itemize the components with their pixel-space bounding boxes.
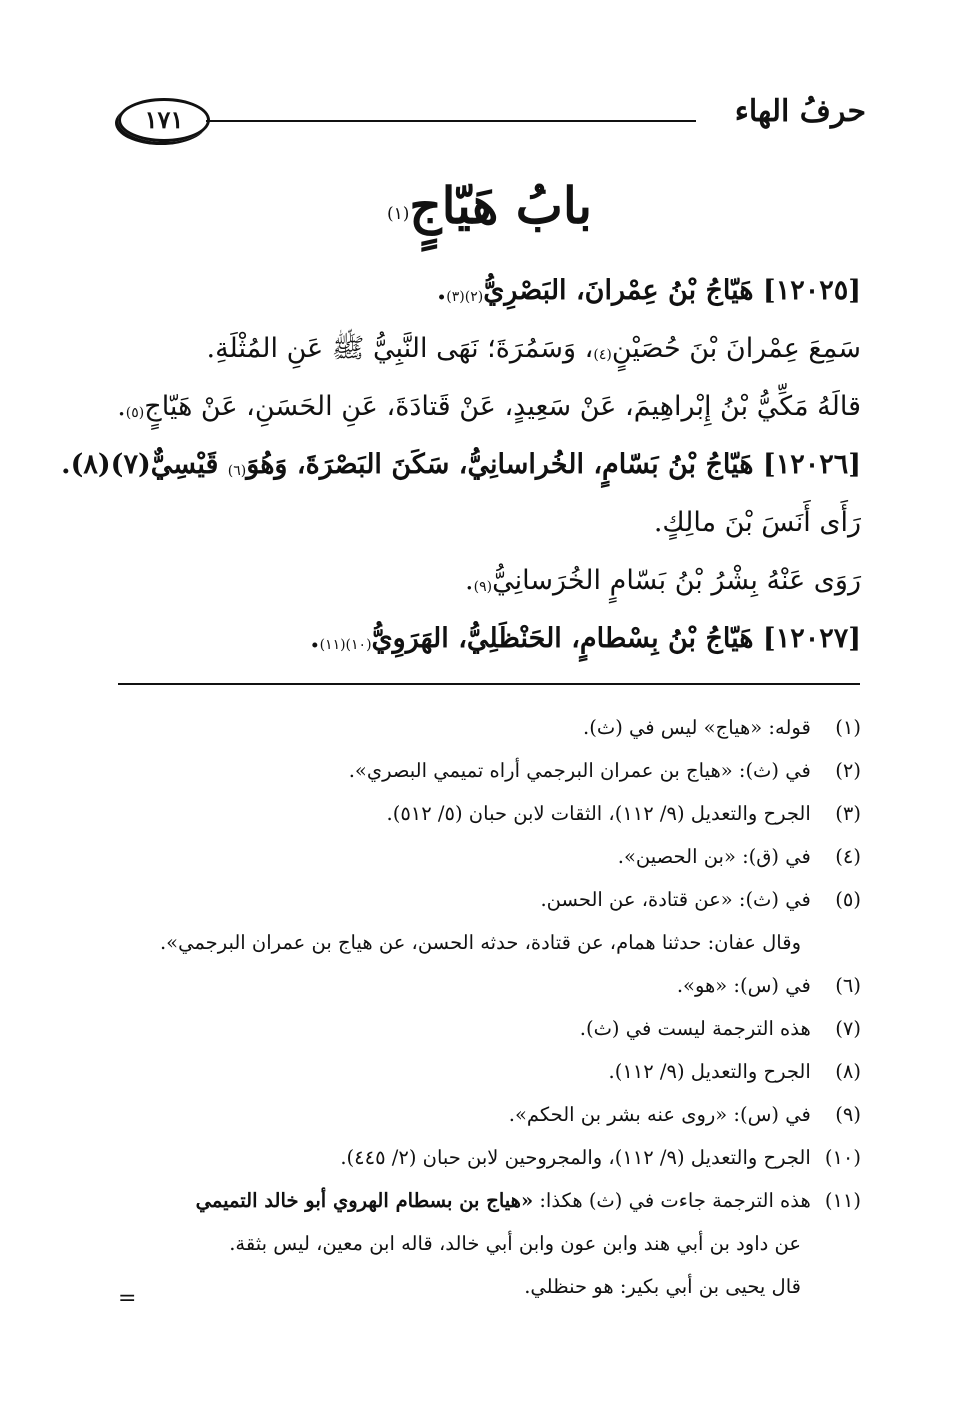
footnote-number: (٢) — [835, 759, 861, 782]
page-number: ١٧١ — [118, 98, 210, 142]
entry-line — [113, 610, 861, 668]
footnote-separator — [118, 683, 860, 685]
note-ref: (٦) — [227, 463, 247, 479]
page-header — [118, 92, 866, 148]
footnote — [113, 878, 861, 921]
footnote-text: في (ث): «عن قتادة، عن الحسن. — [540, 888, 811, 911]
footnote-text: الجرح والتعديل (٩/ ١١٢). — [608, 1060, 811, 1083]
footnote — [113, 749, 861, 792]
entry-end: . — [117, 391, 126, 422]
entry-text: رَوَى عَنْهُ بِشْرُ بْنُ بَسّامٍ الخُرَسانِيُّ — [492, 565, 861, 596]
footnote-number: (١١) — [824, 1189, 861, 1212]
entry-line — [113, 262, 861, 320]
entry-text: [١٢٠٢٧] هَيّاجُ بْنُ بِسْطامٍ، الحَنْظَلِيُّ، الهَرَوِيُّ — [371, 623, 861, 654]
footnote-text: الجرح والتعديل (٩/ ١١٢)، الثقات لابن حبان (٥/ ٥١٢). — [386, 802, 811, 825]
footnote-text: في (ق): «بن الحصين». — [617, 845, 811, 868]
footnote-text: في (ث): «هياج بن عمران البرجمي أراه تميمي البصري». — [348, 759, 811, 782]
footnote — [113, 1093, 861, 1136]
footnote-quote: «هياج بن بسطام الهروي أبو خالد التميمي — [195, 1189, 534, 1212]
entry-line — [113, 320, 861, 378]
entry-text: [١٢٠٢٥] هَيّاجُ بْنُ عِمْرانَ، البَصْرِيُّ — [483, 275, 861, 306]
entries — [61, 262, 861, 668]
continuation-mark: = — [118, 1286, 137, 1311]
chapter-title-text: بابُ هَيّاجٍ — [409, 176, 592, 235]
footnote — [113, 706, 861, 749]
entry-line — [113, 552, 861, 610]
footnote — [113, 1179, 861, 1222]
footnote-text: قوله: «هياج» ليس في (ث). — [583, 716, 811, 739]
footnote-text: هذه الترجمة جاءت في (ث) هكذا: — [533, 1189, 811, 1212]
footnotes — [113, 706, 861, 1308]
entry-text: [١٢٠٢٦] هَيّاجُ بْنُ بَسّامٍ، الخُراسانِيُّ، سَكَنَ البَصْرَةَ، وَهُوَ — [246, 449, 861, 480]
footnote-number: (٩) — [835, 1103, 861, 1126]
footnote — [113, 835, 861, 878]
entry-line — [113, 378, 861, 436]
note-ref: (٢)(٣) — [446, 289, 484, 305]
running-title: حرفُ الهاء — [734, 94, 866, 129]
chapter-note-ref: (١) — [386, 204, 410, 224]
note-ref: (٩) — [473, 579, 493, 595]
footnote-number: (١) — [835, 716, 861, 739]
footnote-continuation — [113, 1265, 861, 1308]
footnote — [113, 792, 861, 835]
footnote — [113, 1050, 861, 1093]
footnote-number: (٨) — [835, 1060, 861, 1083]
footnote-text: وقال عفان: حدثنا همام، عن قتادة، حدثه الحسن، عن هياج بن عمران البرجمي». — [159, 931, 801, 954]
entry-end: . — [465, 565, 474, 596]
footnote-text: هذه الترجمة ليست في (ث). — [579, 1017, 811, 1040]
entry-text: رَأَى أَنَسَ بْنَ مالِكٍ. — [653, 507, 861, 538]
footnote-number: (٤) — [835, 845, 861, 868]
footnote-number: (١٠) — [824, 1146, 861, 1169]
footnote-continuation — [113, 921, 861, 964]
footnote — [113, 1136, 861, 1179]
entry-line — [61, 436, 861, 494]
footnote-text: الجرح والتعديل (٩/ ١١٢)، والمجروحين لابن حبان (٢/ ٤٤٥). — [340, 1146, 811, 1169]
note-ref: (٥) — [125, 405, 145, 421]
footnote-number: (٧) — [835, 1017, 861, 1040]
footnote-number: (٦) — [835, 974, 861, 997]
footnote-text: في (س): «روى عنه بشر بن الحكم». — [508, 1103, 811, 1126]
chapter-title — [0, 168, 979, 244]
entry-end: قَيْسِيٌّ(٧)(٨). — [61, 449, 228, 480]
footnote-number: (٣) — [835, 802, 861, 825]
footnote — [113, 964, 861, 1007]
footnote-text: في (س): «هو». — [676, 974, 811, 997]
header-rule — [206, 120, 696, 122]
footnote — [113, 1007, 861, 1050]
footnote-continuation — [113, 1222, 861, 1265]
entry-end: ، وَسَمُرَةَ؛ نَهَى النَّبِيُّ ﷺ عَنِ المُثْلَةِ. — [206, 333, 594, 364]
note-ref: (١٠)(١١) — [319, 637, 372, 653]
entry-text: سَمِعَ عِمْرانَ بْنَ حُصَيْنٍ — [611, 333, 861, 364]
note-ref: (٤) — [593, 347, 612, 363]
entry-text: قالَهُ مَكِّيُّ بْنُ إِبْراهِيمَ، عَنْ سَعِيدٍ، عَنْ قَتادَةَ، عَنِ الحَسَنِ، عَنْ هَيّاجٍ — [144, 391, 861, 422]
entry-end: . — [310, 623, 320, 654]
footnote-text: عن داود بن أبي هند وابن عون وابن أبي خالد، قاله ابن معين، ليس بثقة. — [229, 1232, 801, 1255]
footnote-text: قال يحيى بن أبي بكير: هو حنظلي. — [524, 1275, 801, 1298]
entry-end: . — [436, 275, 447, 306]
entry-line — [113, 494, 861, 552]
footnote-number: (٥) — [835, 888, 861, 911]
